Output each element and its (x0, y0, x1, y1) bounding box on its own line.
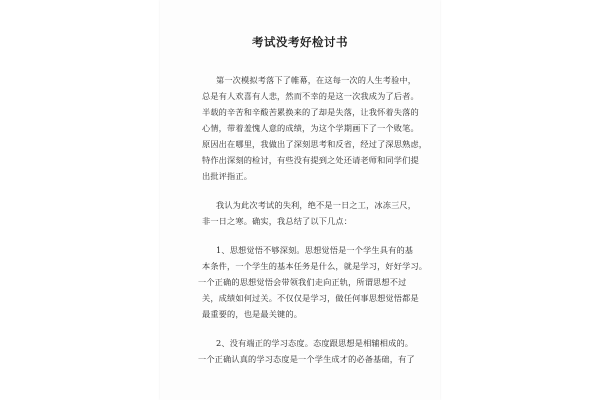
paragraph-1-line-6: 特作出深刻的检讨，有些没有提到之处还请老师和同学们提 (202, 155, 419, 165)
paragraph-3-line-2: 本条件，一个学生的基本任务是什么，就是学习，好好学习。 (202, 261, 428, 271)
paragraph-1-line-4: 心情，带着羞愧人意的成绩，为这个学期画下了一个败笔。 (202, 123, 419, 133)
paragraph-3-line-5: 最重要的，也是最关键的。 (202, 309, 303, 319)
paragraph-2-line-2: 非一日之寒。确实，我总结了以下几点： (202, 216, 353, 226)
paragraph-3-line-1: 1、思想觉悟不够深刻。思想觉悟是一个学生具有的基 (216, 245, 414, 255)
paragraph-1-line-7: 出批评指正。 (202, 171, 253, 181)
paragraph-1-line-3: 半载的辛苦和辛酸苦累换来的了却是失落，让我怀着失落的 (202, 107, 419, 117)
paragraph-2-line-1: 我认为此次考试的失利，绝不是一日之工，冰冻三尺， (216, 200, 417, 210)
paragraph-3-line-4: 关，成绩如何过关。不仅仅是学习，做任何事思想觉悟都是 (202, 293, 419, 303)
document-page (160, 0, 440, 400)
paragraph-1-line-1: 第一次模拟考落下了帷幕，在这每一次的人生考验中， (216, 75, 417, 85)
paragraph-4-line-1: 2、没有端正的学习态度。态度跟思想是相辅相成的。 (216, 338, 414, 348)
paragraph-1-line-2: 总是有人欢喜有人悲，然而不幸的是这一次我成为了后者。 (202, 91, 419, 101)
paragraph-4-line-2: 一个正确认真的学习态度是一个学生成才的必备基础，有了 (198, 354, 415, 364)
paragraph-1-line-5: 原因出在哪里，我做出了深刻思考和反省，经过了深思熟虑， (202, 139, 428, 149)
paragraph-3-line-3: 一个正确的思想觉悟会带领我们走向正轨，所谓思想不过 (198, 277, 407, 287)
document-title: 考试没考好检讨书 (252, 35, 348, 49)
